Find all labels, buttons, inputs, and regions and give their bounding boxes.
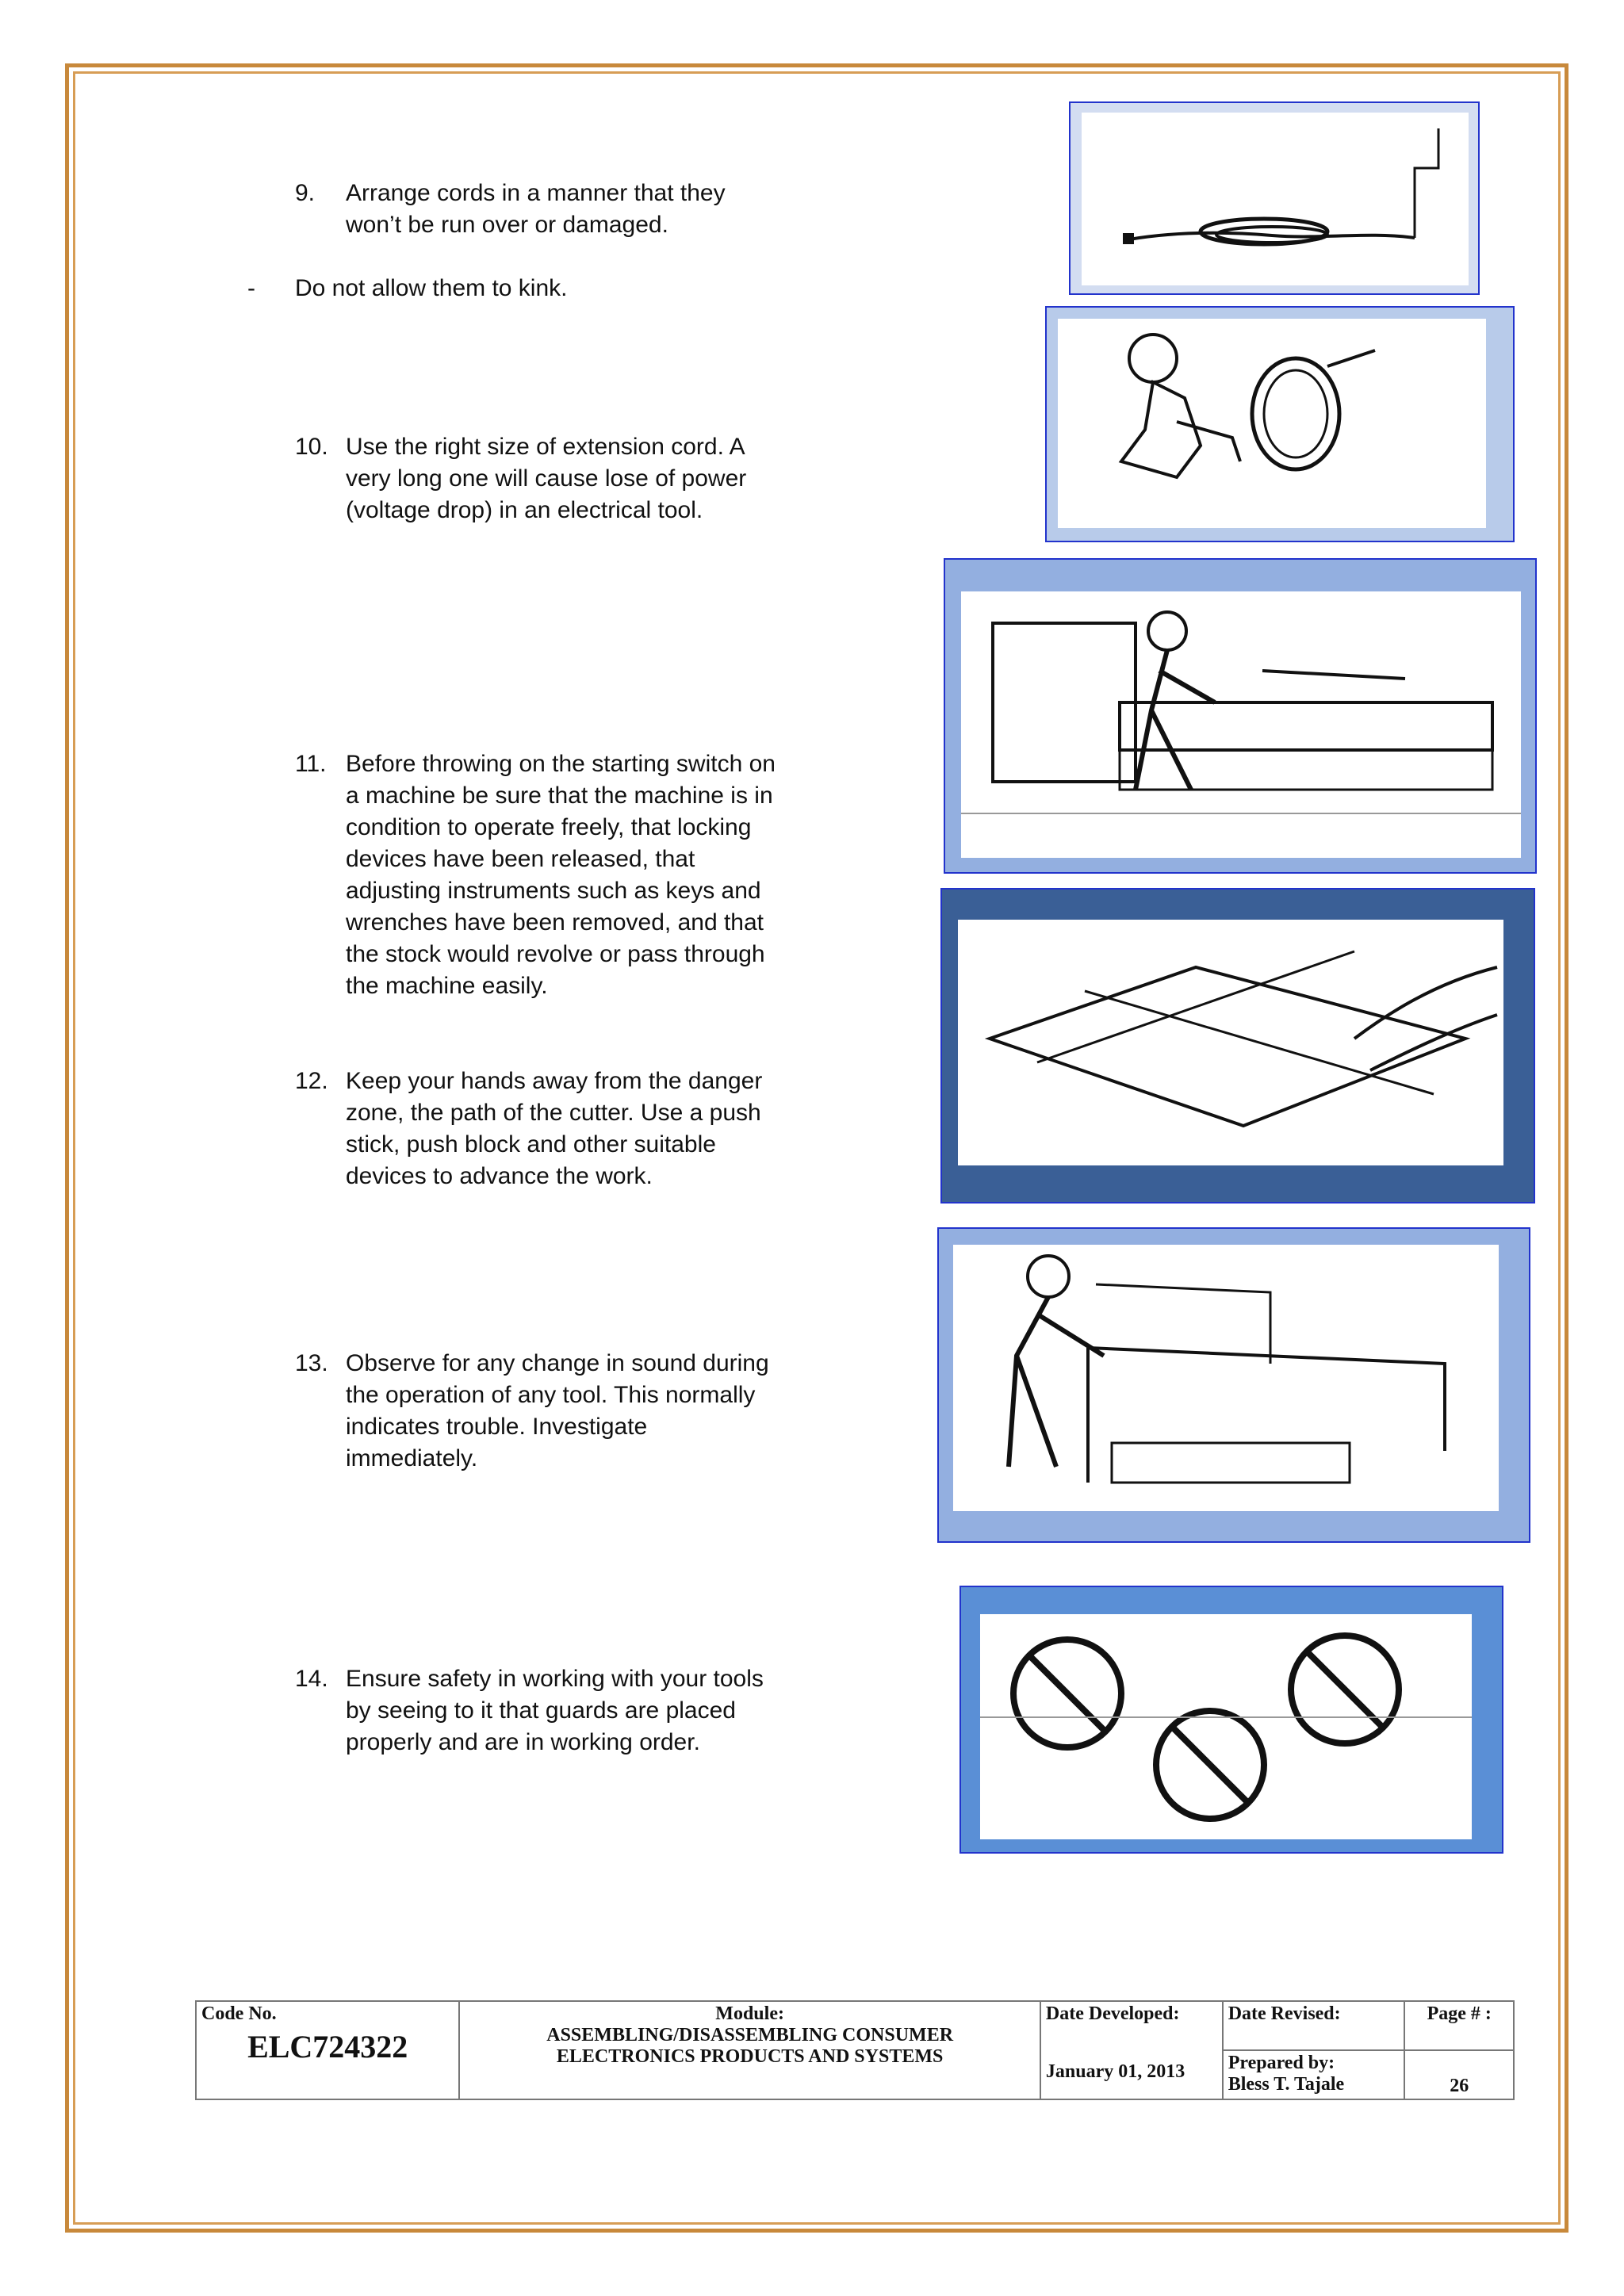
module-title-line1: ASSEMBLING/DISASSEMBLING CONSUMER — [546, 2025, 954, 2045]
item-line: the machine easily. — [346, 973, 548, 999]
item-number: 11. — [295, 751, 327, 777]
item-line: stick, push block and other suitable — [346, 1131, 716, 1158]
item-number: 14. — [295, 1666, 328, 1692]
item-line: the stock would revolve or pass through — [346, 941, 765, 967]
code-label: Code No. — [201, 2003, 277, 2024]
item-line: Before throwing on the starting switch on — [346, 751, 776, 777]
table-saw-drawing — [958, 920, 1503, 1165]
extension-cord-drawing — [1082, 113, 1469, 285]
item-line: the operation of any tool. This normally — [346, 1382, 756, 1408]
page-label: Page # : — [1427, 2003, 1492, 2024]
item-line: Keep your hands away from the danger — [346, 1068, 763, 1094]
no-tools-signs-drawing — [980, 1614, 1472, 1839]
item-number: 12. — [295, 1068, 328, 1094]
item-line: Use the right size of extension cord. A — [346, 434, 745, 460]
item-line: condition to operate freely, that locking — [346, 814, 752, 840]
date-revised-cell — [1223, 2001, 1405, 2050]
item-line: Arrange cords in a manner that they — [346, 180, 726, 206]
sub-bullet-text: Do not allow them to kink. — [295, 275, 568, 301]
item-line: Ensure safety in working with your tools — [346, 1666, 764, 1692]
prepared-by-label: Prepared by: — [1228, 2053, 1335, 2073]
module-label: Module: — [715, 2003, 784, 2024]
sub-bullet-marker: - — [247, 275, 255, 301]
worker-at-table-drawing — [953, 1245, 1499, 1511]
coiled-cord-illustration — [1045, 306, 1515, 542]
item-line: (voltage drop) in an electrical tool. — [346, 497, 703, 523]
coiled-cord-drawing — [1058, 319, 1486, 528]
lathe-operator-illustration — [944, 558, 1537, 874]
document-footer — [195, 2000, 1515, 2100]
item-line: very long one will cause lose of power — [346, 465, 747, 492]
date-developed-cell — [1040, 2001, 1223, 2099]
item-line: wrenches have been removed, and that — [346, 909, 764, 936]
item-line: adjusting instruments such as keys and — [346, 878, 761, 904]
module-cell — [459, 2001, 1040, 2099]
prepared-by-cell — [1223, 2050, 1405, 2099]
item-line: Observe for any change in sound during — [346, 1350, 769, 1376]
item-line: a machine be sure that the machine is in — [346, 783, 773, 809]
page-label-cell — [1404, 2001, 1514, 2050]
item-line: indicates trouble. Investigate — [346, 1414, 648, 1440]
prohibition-sign-icon — [1156, 1711, 1264, 1819]
item-line: zone, the path of the cutter. Use a push — [346, 1100, 761, 1126]
date-developed-value: January 01, 2013 — [1045, 2061, 1185, 2082]
code-value: ELC724322 — [247, 2029, 408, 2064]
item-number: 13. — [295, 1350, 328, 1376]
worker-at-table-illustration — [937, 1227, 1530, 1543]
page-number: 26 — [1450, 2076, 1469, 2096]
item-line: immediately. — [346, 1445, 478, 1471]
table-saw-illustration — [940, 888, 1535, 1203]
page-number-cell — [1404, 2050, 1514, 2099]
date-developed-label: Date Developed: — [1045, 2003, 1180, 2024]
date-revised-label: Date Revised: — [1228, 2003, 1341, 2024]
item-line: won’t be run over or damaged. — [346, 212, 668, 238]
item-line: devices to advance the work. — [346, 1163, 653, 1189]
item-line: properly and are in working order. — [346, 1729, 700, 1755]
item-number: 10. — [295, 434, 328, 460]
prepared-by-value: Bless T. Tajale — [1228, 2074, 1345, 2095]
item-line: devices have been released, that — [346, 846, 695, 872]
lathe-operator-drawing — [961, 591, 1521, 858]
prohibition-sign-icon — [1291, 1636, 1399, 1743]
code-cell — [196, 2001, 459, 2099]
no-tools-signs-illustration — [959, 1586, 1503, 1854]
item-line: by seeing to it that guards are placed — [346, 1697, 736, 1724]
extension-cord-illustration — [1069, 101, 1480, 295]
item-number: 9. — [295, 180, 316, 206]
module-title-line2: ELECTRONICS PRODUCTS AND SYSTEMS — [556, 2046, 944, 2067]
prohibition-sign-icon — [1013, 1640, 1121, 1747]
